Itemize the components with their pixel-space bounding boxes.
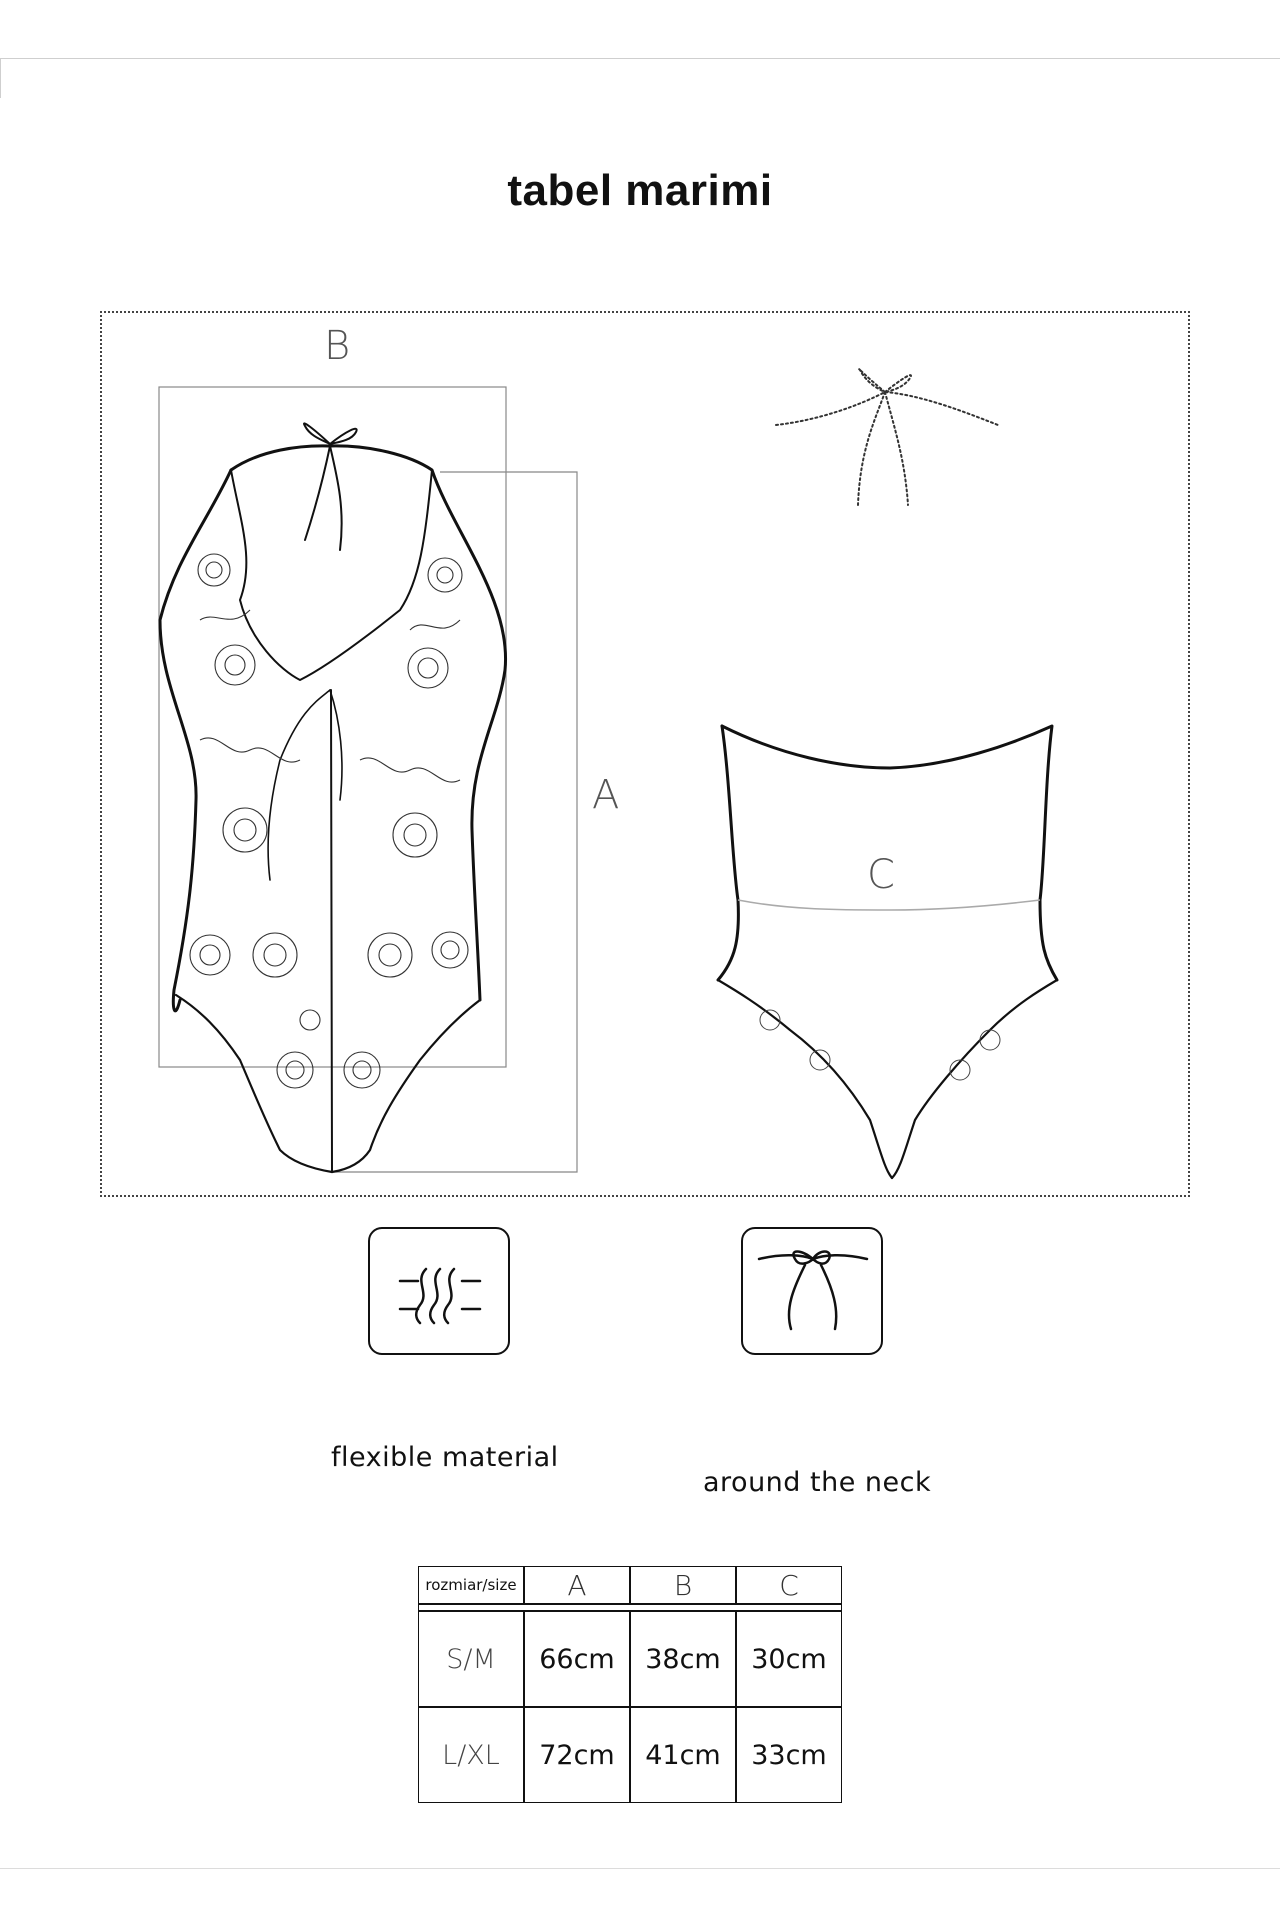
back-lace bbox=[760, 1010, 1000, 1080]
header-c: C bbox=[736, 1566, 842, 1604]
dimension-label-b: B bbox=[324, 323, 351, 369]
value-cell-a: 72cm bbox=[524, 1707, 630, 1803]
size-cell: L/XL bbox=[418, 1707, 524, 1803]
flexible-material-icon bbox=[368, 1227, 510, 1355]
measurement-guide-c bbox=[738, 900, 1040, 910]
value-cell-c: 30cm bbox=[736, 1611, 842, 1707]
size-table-header bbox=[418, 1566, 842, 1604]
size-cell: S/M bbox=[418, 1611, 524, 1707]
value-cell-a: 66cm bbox=[524, 1611, 630, 1707]
value-cell-b: 41cm bbox=[630, 1707, 736, 1803]
halter-neck-tie-icon bbox=[741, 1227, 883, 1355]
dimension-label-c: C bbox=[867, 852, 895, 898]
back-bodysuit-drawing bbox=[718, 726, 1057, 1178]
around-the-neck-label: around the neck bbox=[703, 1467, 932, 1498]
header-b: B bbox=[630, 1566, 736, 1604]
header-size: rozmiar/size bbox=[418, 1566, 524, 1604]
table-row bbox=[418, 1707, 842, 1803]
front-outline bbox=[160, 470, 231, 1011]
header-a: A bbox=[524, 1566, 630, 1604]
size-table bbox=[418, 1566, 842, 1803]
dimension-label-a: A bbox=[592, 772, 620, 818]
value-cell-b: 38cm bbox=[630, 1611, 736, 1707]
flexible-material-label: flexible material bbox=[331, 1442, 559, 1473]
table-row bbox=[418, 1611, 842, 1707]
page-title: tabel marimi bbox=[507, 166, 773, 215]
measurement-guides bbox=[159, 387, 577, 1172]
lace-pattern bbox=[190, 554, 468, 1088]
value-cell-c: 33cm bbox=[736, 1707, 842, 1803]
neck-tie-drawing bbox=[776, 369, 998, 505]
front-bodysuit-drawing bbox=[160, 423, 506, 1172]
